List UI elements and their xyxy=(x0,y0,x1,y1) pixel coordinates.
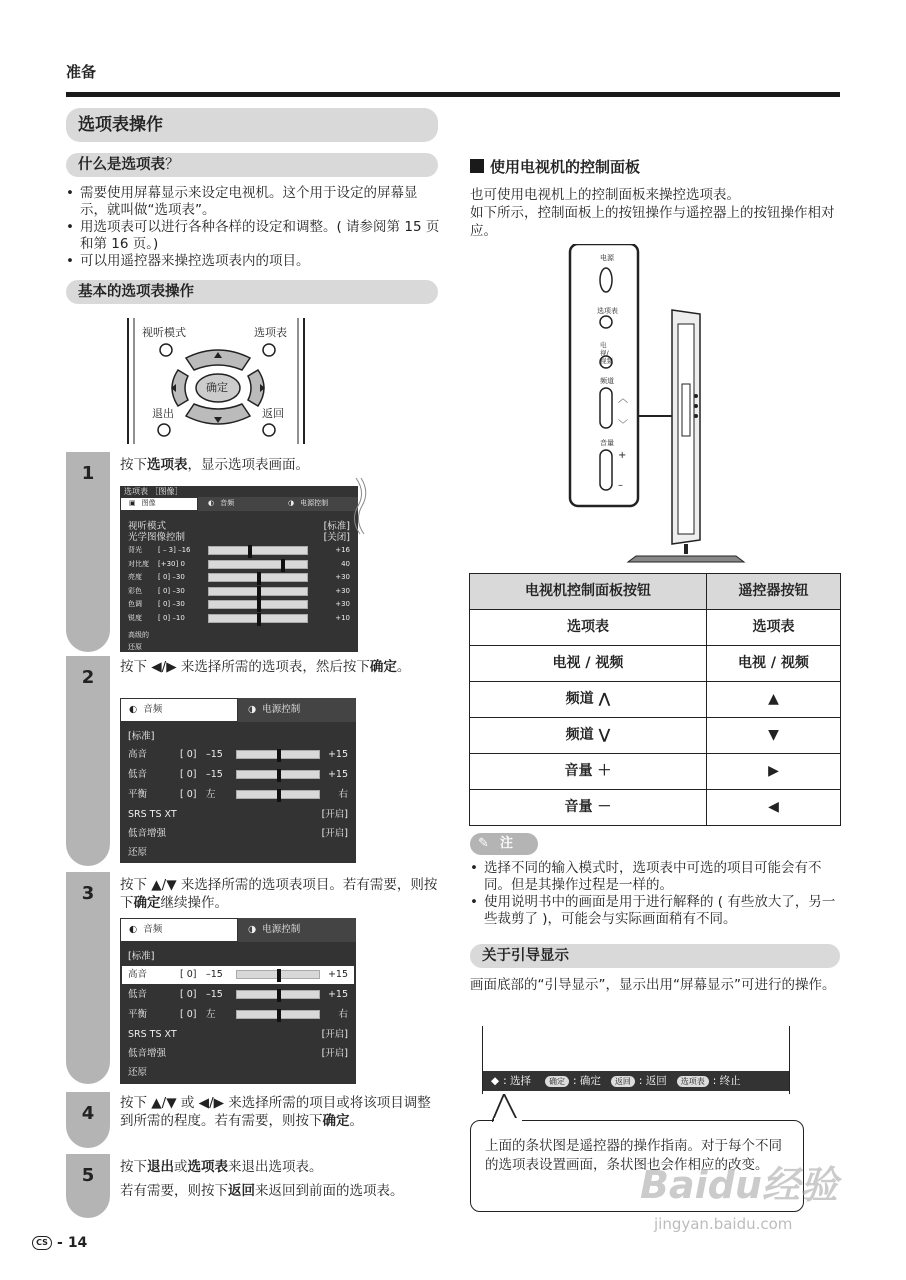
row-label: SRS TS XT xyxy=(128,809,177,820)
slider-value: [ 0] xyxy=(180,969,197,980)
slider-knob xyxy=(257,599,261,612)
table-row xyxy=(470,754,841,790)
slider-track-wrap xyxy=(230,766,326,784)
slider-max: +30 xyxy=(335,586,350,595)
slider-track-wrap xyxy=(198,585,318,598)
slider-label: 低音 xyxy=(128,989,148,1000)
button-mapping-table xyxy=(469,573,841,826)
slider-max: 40 xyxy=(341,559,350,568)
table-cell: ▶ xyxy=(706,754,840,790)
speaker-icon: ◐ xyxy=(129,923,138,935)
column-header: 遥控器按钮 xyxy=(706,574,840,610)
slider-label: 平衡 xyxy=(128,789,148,800)
page-number: 14 xyxy=(67,1235,88,1251)
step-keyword: 选项表 xyxy=(187,1159,228,1175)
table-cell: 音量 － xyxy=(470,790,707,826)
panel-tv-video-label: 电视/视频 xyxy=(600,341,613,365)
tab-picture xyxy=(120,497,198,511)
slider-max: +10 xyxy=(335,613,350,622)
slider-track xyxy=(236,770,320,779)
slider-row xyxy=(122,966,354,984)
step-text-part: 按下 ▲/▼ 来选择所需的选项表项目。若有需要，则按下 xyxy=(120,877,438,911)
tab-label: 音频 xyxy=(143,923,163,935)
preset-value: [标准] xyxy=(128,951,155,962)
slider-row xyxy=(128,746,348,764)
panel-menu-label: 选项表 xyxy=(597,307,618,315)
step-text-part: 按下 ◀/▶ 来选择所需的选项表，然后按下 xyxy=(120,659,370,675)
guide-text: : 确定 xyxy=(572,1075,601,1087)
table-cell: ▲ xyxy=(706,682,840,718)
list-item: 还原 xyxy=(128,847,148,858)
what-is-list xyxy=(66,185,442,270)
list-item xyxy=(128,806,348,824)
list-item xyxy=(128,1045,348,1063)
svg-text:﹀: ﹀ xyxy=(618,420,628,431)
screen-tabs xyxy=(120,698,356,722)
slider-value: [ 0] xyxy=(180,989,197,1000)
slider-min: –15 xyxy=(206,749,223,760)
step-text-part: 来退出选项表。 xyxy=(228,1159,323,1175)
slider-value: [ 0] xyxy=(180,789,197,800)
slider-track-wrap xyxy=(198,598,318,611)
tab-label: 音频 xyxy=(143,703,163,715)
table-cell: 频道 ⋀ xyxy=(470,682,707,718)
row-value: [开启] xyxy=(321,809,348,820)
list-item: • 用选项表可以进行各种各样的设定和调整。( 请参阅第 15 页和第 16 页。) xyxy=(66,219,442,253)
step-2-text xyxy=(120,658,442,676)
menu-key-badge: 选项表 xyxy=(677,1076,709,1087)
slider-track xyxy=(236,990,320,999)
step-keyword: 确定 xyxy=(369,659,397,675)
tab-power-control xyxy=(238,918,356,942)
table-row xyxy=(470,682,841,718)
slider-label: 高音 xyxy=(128,749,148,760)
slider-knob xyxy=(257,586,261,599)
slider-track xyxy=(208,546,308,555)
table-cell: 电视 / 视频 xyxy=(706,646,840,682)
step-keyword: 退出 xyxy=(147,1159,174,1175)
slider-knob xyxy=(257,613,261,626)
page-footer xyxy=(32,1234,87,1253)
guide-text: : 选择 xyxy=(503,1075,531,1087)
slider-value: [ – 3] –16 xyxy=(158,546,191,554)
table-cell: ▼ xyxy=(706,718,840,754)
svg-text:–: – xyxy=(618,480,623,491)
slider-row xyxy=(128,544,350,557)
list-item xyxy=(128,825,348,843)
remote-illustration xyxy=(126,318,306,444)
exit-label: 退出 xyxy=(152,407,174,420)
slider-row xyxy=(128,766,348,784)
enter-label: 确定 xyxy=(206,381,228,394)
slider-label: 对比度 xyxy=(128,559,149,568)
slider-track-wrap xyxy=(198,558,318,571)
tab-audio xyxy=(120,918,238,942)
list-item: 高级的 xyxy=(128,631,149,639)
tv-side-illustration xyxy=(560,244,760,564)
step-keyword: 确定 xyxy=(133,895,161,911)
list-item: 还原 xyxy=(128,643,142,651)
basic-ops-heading: 基本的选项表操作 xyxy=(66,280,438,304)
step-text-part: 若有需要，则按下 xyxy=(120,1183,228,1199)
menu-screen-picture xyxy=(120,486,358,652)
tab-label: 电源控制 xyxy=(262,703,301,715)
slider-label: 低音 xyxy=(128,769,148,780)
slider-row xyxy=(128,786,348,804)
slider-label: 锐度 xyxy=(128,613,142,622)
guide-callout: 上面的条状图是遥控器的操作指南。对于每个不同的选项表设置画面，条状图也会作相应的改变。 xyxy=(470,1120,804,1212)
row-value: [开启] xyxy=(321,1048,348,1059)
row-value: [关闭] xyxy=(323,532,350,543)
row-label: SRS TS XT xyxy=(128,1029,177,1040)
slider-row xyxy=(128,585,350,598)
slider-knob xyxy=(248,545,252,558)
step-keyword: 返回 xyxy=(228,1183,255,1199)
slider-value: [ 0] –10 xyxy=(158,613,185,622)
table-cell: 电视 / 视频 xyxy=(470,646,707,682)
slider-row xyxy=(128,1006,348,1024)
slider-max: +15 xyxy=(327,989,348,1000)
tab-audio xyxy=(198,497,278,511)
column-header: 电视机控制面板按钮 xyxy=(470,574,707,610)
slider-track-wrap xyxy=(230,1006,326,1024)
row-value: [开启] xyxy=(321,1029,348,1040)
table-row xyxy=(470,610,841,646)
watermark-logo: Baidu经验 xyxy=(640,1163,838,1207)
step-text-part: 按下 xyxy=(120,457,147,473)
panel-desc-1: 也可使用电视机上的控制面板来操控选项表。 xyxy=(470,187,740,203)
slider-row xyxy=(128,986,348,1004)
slider-value: [+30] 0 xyxy=(158,559,185,568)
step-text-part: 。 xyxy=(396,659,411,675)
list-item: • 可以用遥控器来操控选项表内的项目。 xyxy=(66,253,442,270)
step-text-part: 来返回到前面的选项表。 xyxy=(255,1183,404,1199)
slider-track-wrap xyxy=(230,746,326,764)
step-text-part: 。 xyxy=(349,1113,363,1129)
slider-row xyxy=(128,598,350,611)
panel-channel-label: 频道 xyxy=(600,377,614,385)
step-text-part: ，显示选项表画面。 xyxy=(187,457,309,473)
slider-row xyxy=(128,558,350,571)
enter-key-badge: 确定 xyxy=(545,1076,569,1087)
slider-knob xyxy=(257,572,261,585)
return-key-badge: 返回 xyxy=(611,1076,635,1087)
screen-tabs xyxy=(120,497,358,511)
slider-knob xyxy=(277,789,281,802)
step-text-part: 或 xyxy=(174,1159,188,1175)
menu-screen-audio-selected xyxy=(120,918,356,1084)
slider-max: +15 xyxy=(327,969,348,980)
table-row xyxy=(470,646,841,682)
slider-track xyxy=(208,600,308,609)
slider-max: +30 xyxy=(335,600,350,608)
slider-track xyxy=(236,790,320,799)
note-badge xyxy=(470,833,538,855)
guide-text: : 返回 xyxy=(638,1075,667,1087)
tab-label: 电源控制 xyxy=(300,499,329,508)
step-3-text xyxy=(120,876,442,912)
slider-track xyxy=(208,573,308,582)
step-number: 2 xyxy=(81,667,95,688)
slider-min: 左 xyxy=(206,1009,216,1020)
slider-label: 彩色 xyxy=(128,586,142,595)
slider-row xyxy=(128,571,350,584)
slider-track-wrap xyxy=(198,612,318,625)
what-is-suffix: ？ xyxy=(165,157,180,173)
language-badge: CS xyxy=(32,1236,52,1250)
slider-value: [ 0] –30 xyxy=(158,600,185,608)
section-title: 选项表操作 xyxy=(66,108,438,142)
slider-track-wrap xyxy=(230,966,326,984)
tab-label: 图像 xyxy=(141,499,156,508)
tab-power-control xyxy=(238,698,356,722)
slider-label: 亮度 xyxy=(128,573,142,581)
step-number: 1 xyxy=(81,463,95,484)
slider-track xyxy=(208,560,308,569)
slider-track-wrap xyxy=(230,786,326,804)
step-text-part: 继续操作。 xyxy=(160,895,228,911)
slider-row xyxy=(128,612,350,625)
slider-label: 背光 xyxy=(128,546,142,554)
panel-title: 使用电视机的控制面板 xyxy=(490,158,641,176)
row-value: [开启] xyxy=(321,828,348,839)
table-cell: 选项表 xyxy=(706,610,840,646)
what-is-heading xyxy=(66,153,438,177)
slider-max: 右 xyxy=(338,789,348,800)
svg-text:︿: ︿ xyxy=(618,394,628,405)
leaf-icon: ◑ xyxy=(248,923,257,935)
menu-label: 选项表 xyxy=(254,326,287,339)
slider-value: [ 0] –30 xyxy=(158,586,185,595)
step-number: 4 xyxy=(81,1103,95,1124)
step-number: 3 xyxy=(81,883,95,904)
note-list xyxy=(470,860,842,928)
list-item xyxy=(128,1026,348,1044)
slider-track-wrap xyxy=(198,571,318,584)
step-text-part: 按下 ▲/▼ 或 ◀/▶ 来选择所需的项目或将该项目调整到所需的程度。若有需要，则按下 xyxy=(120,1095,431,1129)
table-cell: 频道 ⋁ xyxy=(470,718,707,754)
slider-knob xyxy=(277,969,281,982)
watermark-url: jingyan.baidu.com xyxy=(654,1215,793,1233)
slider-min: 左 xyxy=(206,789,216,800)
screen-tabs xyxy=(120,918,356,942)
slider-max: +16 xyxy=(335,546,350,554)
row-label: 视听模式 xyxy=(128,521,167,532)
leaf-icon: ◑ xyxy=(248,703,257,715)
chapter-title: 准备 xyxy=(66,63,97,81)
slider-max: +30 xyxy=(335,573,350,581)
slider-min: –15 xyxy=(206,989,223,1000)
av-mode-label: 视听模式 xyxy=(142,326,186,339)
tv-drawing xyxy=(560,244,760,564)
guide-heading: 关于引导显示 xyxy=(470,944,840,968)
leaf-icon: ◑ xyxy=(288,499,295,508)
header-rule xyxy=(66,92,840,97)
slider-label: 色调 xyxy=(128,600,142,608)
slider-value: [ 0] –30 xyxy=(158,573,185,581)
picture-icon: ▣ xyxy=(129,499,136,508)
paperclip-icon: ✎ xyxy=(478,836,489,851)
list-item: • 需要使用屏幕显示来设定电视机。这个用于设定的屏幕显示，就叫做“选项表”。 xyxy=(66,185,442,219)
slider-track xyxy=(236,1010,320,1019)
table-row xyxy=(470,790,841,826)
tab-power-control xyxy=(278,497,358,511)
slider-track xyxy=(208,614,308,623)
table-row xyxy=(470,718,841,754)
panel-desc-2: 如下所示，控制面板上的按钮操作与遥控器上的按钮操作相对应。 xyxy=(470,205,835,239)
slider-value: [ 0] xyxy=(180,1009,197,1020)
note-label: 注 xyxy=(500,836,514,851)
menu-screen-audio xyxy=(120,698,356,863)
guide-display-bar xyxy=(483,1071,789,1091)
slider-knob xyxy=(281,559,285,572)
callout-gap xyxy=(494,1118,522,1123)
footer-dash: - xyxy=(57,1235,63,1251)
slider-value: [ 0] xyxy=(180,749,197,760)
crop-wave xyxy=(352,476,368,536)
step-keyword: 选项表 xyxy=(147,457,188,473)
slider-min: –15 xyxy=(206,769,223,780)
list-item: • 使用说明书中的画面是用于进行解释的 ( 有些放大了，另一些裁剪了 )，可能会与实际画面稍有不同。 xyxy=(470,894,842,928)
row-label: 光学图像控制 xyxy=(128,532,186,543)
step-keyword: 确定 xyxy=(322,1113,350,1129)
slider-knob xyxy=(277,769,281,782)
slider-track-wrap xyxy=(230,986,326,1004)
slider-knob xyxy=(277,1009,281,1022)
list-item: • 选择不同的输入模式时，选项表中可选的项目可能会有不同。但是其操作过程是一样的。 xyxy=(470,860,842,894)
slider-max: 右 xyxy=(338,1009,348,1020)
table-cell: 音量 ＋ xyxy=(470,754,707,790)
step-text-part: 按下 xyxy=(120,1159,147,1175)
slider-label: 高音 xyxy=(128,969,148,980)
dpad-icon: ◆ xyxy=(491,1075,500,1087)
square-bullet-icon xyxy=(470,159,484,173)
slider-track xyxy=(208,587,308,596)
tab-label: 电源控制 xyxy=(262,923,301,935)
svg-text:+: + xyxy=(618,450,627,461)
preset-value: [标准] xyxy=(128,731,155,742)
slider-track xyxy=(236,970,320,979)
row-label: 低音增强 xyxy=(128,828,167,839)
table-header-row xyxy=(470,574,841,610)
guide-desc: 画面底部的“引导显示”，显示出用“屏幕显示”可进行的操作。 xyxy=(470,977,836,993)
slider-max: +15 xyxy=(327,769,348,780)
row-label: 低音增强 xyxy=(128,1048,167,1059)
table-cell: ◀ xyxy=(706,790,840,826)
slider-min: –15 xyxy=(206,969,223,980)
step-number: 5 xyxy=(81,1165,95,1186)
panel-power-label: 电源 xyxy=(600,254,614,262)
speaker-icon: ◐ xyxy=(129,703,138,715)
what-is-title: 什么是选项表 xyxy=(78,157,165,173)
slider-track xyxy=(236,750,320,759)
slider-track-wrap xyxy=(198,544,318,557)
row-value: [标准] xyxy=(323,521,350,532)
speaker-icon: ◐ xyxy=(208,499,215,508)
guide-text: : 终止 xyxy=(712,1075,741,1087)
screen-breadcrumb: 选项表 ［图像］ xyxy=(124,487,183,496)
slider-value: [ 0] xyxy=(180,769,197,780)
slider-label: 平衡 xyxy=(128,1009,148,1020)
step-1-text xyxy=(120,456,442,474)
slider-knob xyxy=(277,749,281,762)
step-4-text xyxy=(120,1094,442,1130)
table-cell: 选项表 xyxy=(470,610,707,646)
slider-knob xyxy=(277,989,281,1002)
panel-volume-label: 音量 xyxy=(600,439,614,447)
return-label: 返回 xyxy=(262,407,284,420)
list-item: 还原 xyxy=(128,1067,148,1078)
slider-max: +15 xyxy=(327,749,348,760)
tab-audio xyxy=(120,698,238,722)
panel-heading xyxy=(470,157,640,177)
tab-label: 音频 xyxy=(220,499,235,508)
step-5-text xyxy=(120,1158,442,1200)
